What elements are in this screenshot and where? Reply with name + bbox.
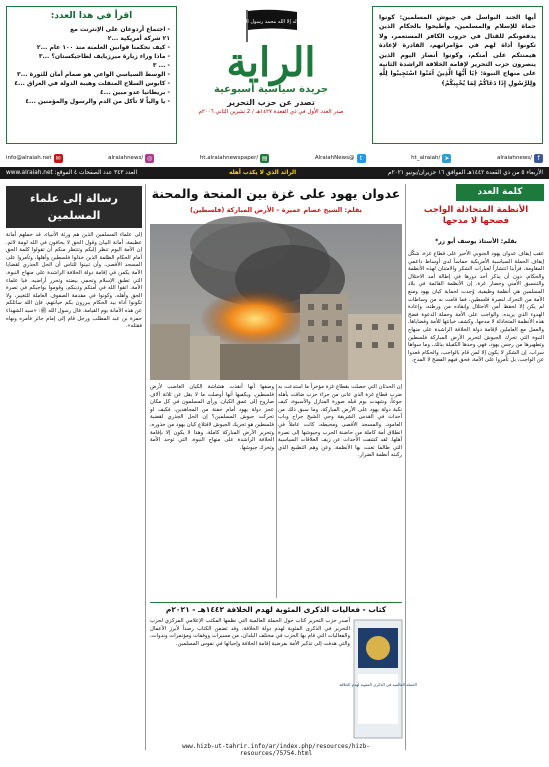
facebook-icon: f (534, 154, 543, 163)
column-divider (276, 384, 277, 598)
flag-icon (241, 8, 301, 42)
masthead-logo[interactable] (186, 8, 356, 136)
source-link[interactable]: www.hizb-ut-tahrir.info/ar/index.php/resources/hizb-resources/75754.html (182, 743, 370, 757)
issue-contents-title: اقرأ في هذا العدد: (50, 11, 133, 21)
newspaper-icon: ▤ (261, 154, 268, 162)
issue-contents-item[interactable]: - كابوس السلاح المنفلت وهيبة الدولة في العراق ...٤ (14, 80, 170, 87)
issue-contents-box (6, 6, 177, 144)
issue-contents-item[interactable]: - يا والياً لا تأكل من الدم والرسول والمؤمنين ...٤ (25, 98, 170, 105)
gaza-bombing-photo (150, 224, 402, 380)
social-links-bar (6, 151, 543, 165)
letter-body: إلى علماء المسلمين الذين هم ورثة الأنبياء، قد حملهم أمانة عظيمة، أمانة البيان وقول الحق لا يخافون في الله لومة لائم. إن الأمة اليوم تنظر إليكم وتنتظر منكم أن تقولوا كلمة الحق أمام الحكام الظلمة الذين خذلوا فلسطين وأهلها، وتآمروا على المسجد الأقصى، وأن تبينوا للناس أن الحل الجذري لقضايا الأمة يكمن في إقامة دولة الخلافة الراشدة على منهاج النبوة، التي تطبق الإسلام وتحمي بيضته وتحرر أراضيه. فيا علماء الأمة، اتقوا الله في أمتكم ودينكم، وقوموا بواجبكم في نصرة الحق وأهله، وكونوا في مقدمة الصفوف العاملة للتغيير، ولا تكونوا أداة بيد الحكام يبررون بكم خيانتهم، فإن الله سائلكم عن هذه الأمانة يوم القيامة. قال رسول الله ﷺ: «سيد الشهداء حمزة بن عبد المطلب ورجل قام إلى إمام جائر فأمره ونهاه فقتله». (6, 232, 142, 330)
column-divider (145, 184, 146, 750)
editorial-headline[interactable]: الأنظمة المتخاذلة الواجب فضحها لا مدحها (423, 205, 529, 226)
issue-contents-item[interactable]: - الوسط السياسي الواعي هو صمام أمان للثورة ...٣ (17, 71, 170, 78)
masthead-subtitle: جريدة سياسية أسبوعية (213, 84, 329, 95)
issue-contents-item[interactable]: - ماذا وراء زيارة ميرزيايف لطاجيكستان؟ ...٣ (38, 53, 170, 60)
issue-contents-item[interactable]: - كيف تحكمنا قوانين العلمنة منذ ١٠٠ عام ...٢ (36, 44, 170, 51)
main-headline[interactable]: عدوان يهود على غزة بين المنحة والمحنة (151, 186, 401, 201)
book-headline[interactable]: كتاب - فعاليات الذكرى المئوية لهدم الخلافة ١٤٤٢هـ - ٢٠٢١م (150, 602, 402, 616)
book-cover-image[interactable] (339, 620, 417, 738)
social-link-site[interactable]: ▤ /ht.alraiahnewspaper (199, 154, 268, 162)
telegram-icon: ➤ (444, 154, 450, 162)
editorial-label: كلمة العدد (456, 184, 544, 201)
letter-headline[interactable]: رسالة إلى علماء المسلمين (6, 186, 142, 228)
slogan: الرائد الذي لا يكذب أهله (228, 170, 297, 176)
editorial-author: بقلم: الأستاذ يوسف أبو زر* (435, 238, 517, 245)
issue-contents-item[interactable]: - ... ٣ (152, 62, 170, 69)
book-cover-text: الحملة العالمية في الذكرى المئوية لهدم الخلافة (339, 682, 417, 687)
instagram-icon: ◎ (147, 154, 153, 162)
social-link-twitter[interactable]: t @AlraiahNews (315, 154, 366, 163)
issue-contents-list (13, 25, 170, 106)
issue-date: الأربعاء ٥ من ذي القعدة ١٤٤٢هـ الموافق ١٦ حزيران/يونيو ٢٠٢١م (387, 170, 543, 176)
masthead-title: الراية (226, 39, 316, 86)
editorial-body: عقب إيقاف عدوان يهود الجنوبي الأخير على قطاع غزة، شكّل إيقاف الحملة السياسية الأمريكية حماساً لدى أوساط داعمي المقاومة، فرأينا انتشاراً لعبارات الشكر والامتنان لهذه الأنظمة والحكام، دون أن يذكر أحد دورها في إطالة أمد الاحتلال والتنسيق الأمني وحصار غزة. إن الأنظمة القائمة في بلاد المسلمين هي أنظمة وظيفية، وُجدت لحماية كيان يهود ومنع الأمة من التحرك لنصرة فلسطين، فما قامت به من وساطات لم يكن إلا لحفظ أمن الاحتلال وإنقاذه من ورطته، وإعادة الهدوء الذي يريده. والواجب على الأمة وحملة الدعوة فضح هذه الأنظمة المتخاذلة لا مدحها، وكشف خيانتها للأمة وقضاياها، والعمل مع العاملين لإقامة دولة الخلافة الراشدة على منهاج النبوة التي تحرك الجيوش لتحرير الأرض المباركة فلسطين وتطهيرها من رجس يهود، فهي وحدها الكفيلة بذلك، وما سواها سراب. إن الشكر لا يكون إلا لمن قام بالواجب، والحكام قعدوا عن الواجب، بل تآمروا على الأمة، فحق فيهم الفضح لا المدح. (408, 251, 544, 364)
issue-number: العدد ٣٤٣ عدد الصفحات ٤ الموقع: www.alraiah.net (6, 170, 138, 176)
issue-contents-item[interactable]: - بريطانيا عدو مبين ...٤ (100, 89, 170, 96)
social-link-instagram[interactable]: ◎ /alraiahnews (108, 154, 153, 162)
masthead-issue-note: صدر العدد الأول في ذي القعدة ١٤٢٧هـ / 2 تشرين الثاني ٢٠٠٦م (198, 109, 344, 115)
social-link-facebook[interactable]: f /alraiahnews (497, 154, 543, 163)
main-article-col-2: وصفها أنها أنقذت هشاشة الكيان الغاصب لأرض فلسطين، ويكفيها أنها أوصلت ما لا يقل عن ثلاثة آلاف صاروخ إلى عمق الكيان. ورأى المسلمون في كل مكان عجز دولة يهود أمام حفنة من المجاهدين، فكيف لو تحركت جيوش المسلمين؟ إن الحل الجذري لقضية فلسطين هو تحريك الجيوش لاقتلاع كيان يهود من جذوره، وتحرير الأرض المباركة كاملة، وهذا لا يكون إلا بإقامة الخلافة الراشدة على منهاج النبوة، التي توحد الأمة وتحرك جيوشها. (150, 384, 274, 451)
twitter-icon: t (357, 154, 366, 163)
column-divider (405, 184, 406, 750)
main-article-col-1: إن الحدثان التي حصلت بقطاع غزة مؤخراً ما استدعت به ضرب قطاع غزة الذي عانى من جراء حرب ضاقت بأهله جوعاً، وشهدت يوم قبله صورة المنازل والأسيوة، كيف نكبة دولة يهود على الأرض المباركة، وما سبق ذلك من أحداث في القدس الشريفة وحي الشيخ جراح وباب العامود، والمسجد الأقصى ومحيطه، كانت عاملاً في انطلاق أمة كاملة من حاضنة الحرب وجيوشها إلى نصرة أهلها. لقد كشفت الأحداث عن زيف العلاقات السياسية التي طالما تغنت بها الأنظمة، وعن وهم التطبيع الذي ركبته أنظمة الضرار. (278, 384, 402, 459)
main-author: بقلم: الشيخ عصام عميرة – الأرض المباركة (فلسطين) (190, 206, 362, 214)
social-link-email[interactable]: ✉ info@alraiah.net (6, 154, 61, 162)
flag-text: لا إله إلا الله محمد رسول الله (241, 19, 303, 25)
issue-contents-item[interactable]: - اجتماع أردوغان على الإنترنت مع (70, 26, 170, 33)
masthead-party: تصدر عن حزب التحرير (227, 98, 315, 107)
social-link-telegram[interactable]: ➤ /ht_alraiah (411, 154, 450, 162)
book-summary: أصدر حزب التحرير كتاب حول الحملة العالمية التي نظمها المكتب الإعلامي المركزي لحزب التحرير في الذكرى المئوية لهدم دولة الخلافة، وقد تضمن الكتاب رصداً لأبرز الأعمال والفعاليات التي قام بها الحزب في مختلف البلدان، من مسيرات ووقفات ومؤتمرات وندوات، والتي هدفت إلى تذكير الأمة بفرضية إقامة الخلافة وإحيائها في نفوس المسلمين. (150, 618, 350, 647)
email-icon: ✉ (55, 154, 61, 162)
issue-contents-item[interactable]: ٢١ شركة أمريكية ...٢ (107, 35, 170, 42)
appeal-box: أيها الجند البواسل في جيوش المسلمين: كونوا حماة للإسلام والمسلمين، وأطيحوا بالحكام الذين يدفعونكم للقتال في حروب الكافر المستعمر، ولا تكونوا أداة لهم في مؤامراتهم، القادرة لإعادة هيمنتكم على أمتكم، وكونوا أنصار اليوم الذين ينصرون حزب التحرير لإقامة الخلافة الراشدة الثانية على منهاج النبوة: ﴿يَا أَيُّهَا الَّذِينَ آمَنُوا اسْتَجِيبُوا لِلَّهِ وَلِلرَّسُولِ إِذَا دَعَاكُمْ لِمَا يُحْيِيكُمْ﴾ (372, 6, 543, 144)
issue-strip (0, 167, 549, 179)
